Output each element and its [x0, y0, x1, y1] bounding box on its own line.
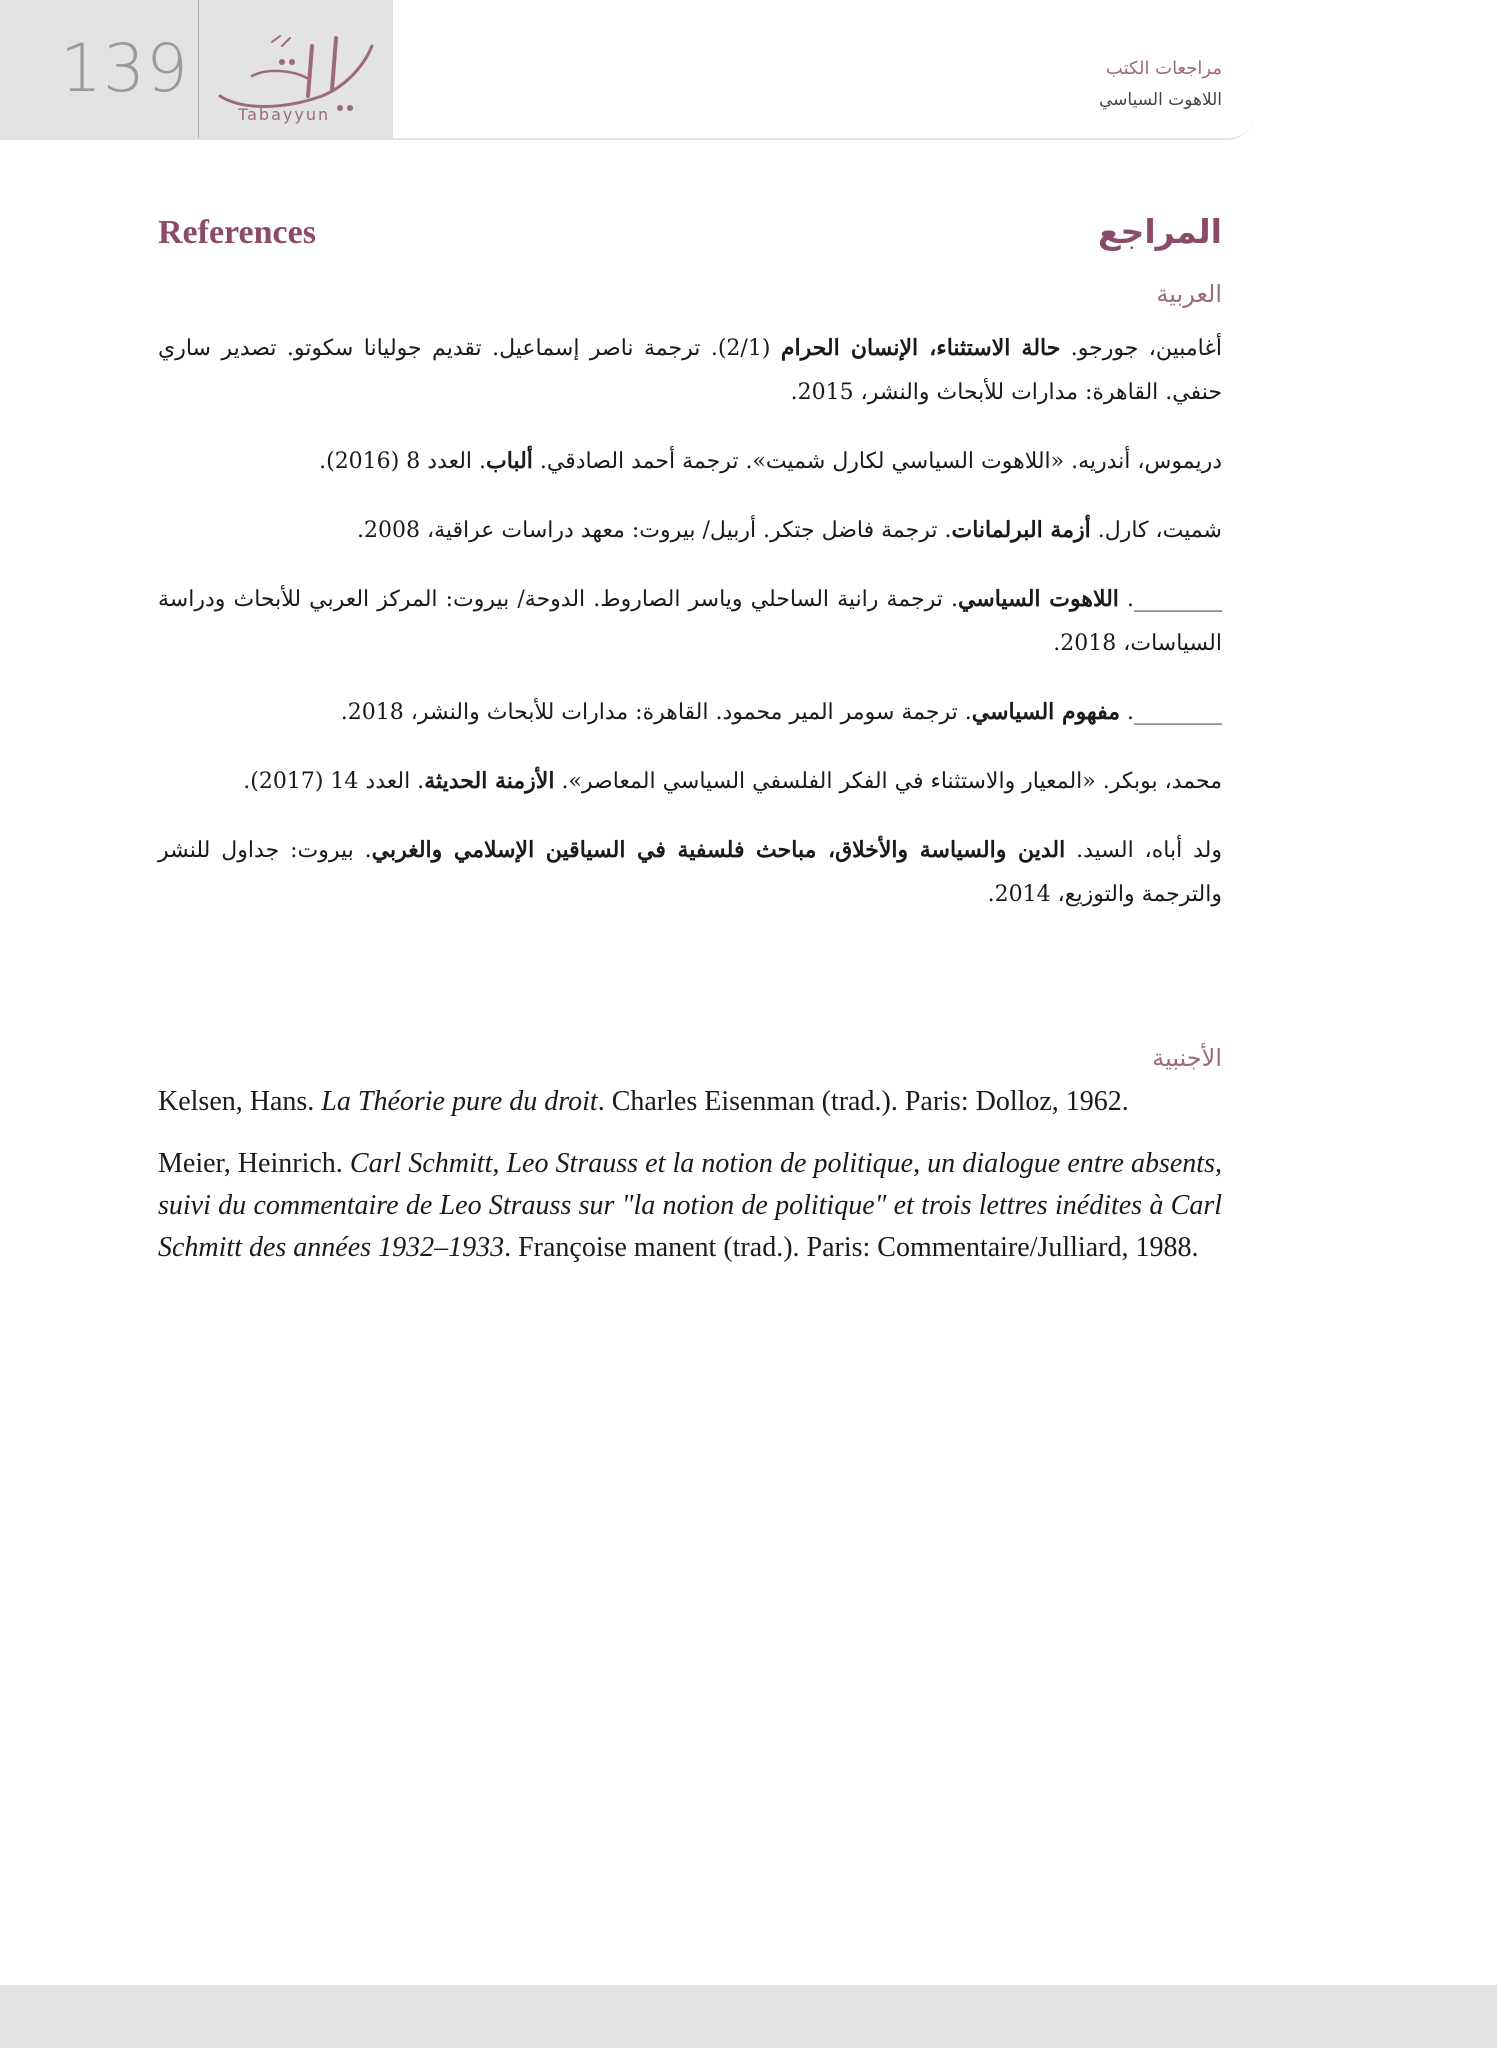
reference-text: . ترجمة سومر المير محمود. القاهرة: مدارات للأبحاث والنشر، 2018.: [340, 700, 972, 725]
reference-entry: [158, 690, 1222, 735]
reference-text: . ترجمة فاضل جتكر. أربيل/ بيروت: معهد دراسات عراقية، 2008.: [356, 518, 952, 543]
logo-latin-text: Tabayyun: [238, 105, 331, 124]
tabayyun-logo: [212, 18, 382, 133]
reference-text: أغامبين، جورجو.: [1060, 336, 1223, 361]
reference-entry: [158, 439, 1222, 484]
reference-text: شميت، كارل.: [1090, 518, 1222, 543]
reference-text: . العدد 8 (2016).: [319, 449, 487, 474]
header-divider: [198, 0, 199, 138]
article-title-label: اللاهوت السياسي: [1099, 90, 1222, 110]
reference-text: . العدد 14 (2017).: [243, 769, 425, 794]
foreign-refs-subheading: الأجنبية: [1152, 1044, 1222, 1072]
reference-text: . بيروت: جداول للنشر والترجمة والتوزيع، 2014.: [158, 838, 1222, 907]
reference-text: ________.: [1120, 700, 1222, 725]
reference-text: (2/1). ترجمة ناصر إسماعيل. تقديم جوليانا سكوتو. تصدير ساري حنفي. القاهرة: مدارات للأبحاث والنشر، 2015.: [158, 336, 1222, 405]
reference-entry: [158, 759, 1222, 804]
foreign-references-list: [158, 1081, 1222, 1289]
reference-entry: [158, 1081, 1222, 1123]
reference-title: ألباب: [486, 448, 533, 474]
reference-text: دريموس، أندريه. «اللاهوت السياسي لكارل شميت». ترجمة أحمد الصادقي.: [532, 449, 1222, 474]
reference-title: مفهوم السياسي: [971, 699, 1120, 725]
journal-section-label: مراجعات الكتب: [1105, 58, 1222, 79]
reference-entry: [158, 1143, 1222, 1269]
reference-text: . Charles Eisenman (trad.). Paris: Dolloz, 1962.: [597, 1086, 1129, 1117]
reference-title: الأزمنة الحديثة: [424, 768, 555, 794]
reference-title: أزمة البرلمانات: [951, 517, 1091, 543]
reference-text: ولد أباه، السيد.: [1065, 838, 1222, 863]
footer-band: [0, 1985, 1497, 2048]
reference-entry: [158, 508, 1222, 553]
reference-entry: [158, 828, 1222, 917]
page-number: 139: [60, 30, 189, 107]
reference-text: Kelsen, Hans.: [158, 1086, 322, 1117]
reference-title: حالة الاستثناء، الإنسان الحرام: [780, 335, 1061, 361]
reference-text: محمد، بوبكر. «المعيار والاستثناء في الفكر الفلسفي السياسي المعاصر».: [554, 769, 1222, 794]
reference-text: . ترجمة رانية الساحلي وياسر الصاروط. الدوحة/ بيروت: المركز العربي للأبحاث ودراسة السياسات، 2018.: [158, 587, 1222, 656]
reference-text: . Françoise manent (trad.). Paris: Commentaire/Julliard, 1988.: [504, 1232, 1199, 1263]
reference-entry: [158, 577, 1222, 666]
reference-title: اللاهوت السياسي: [957, 586, 1119, 612]
reference-title: Carl Schmitt, Leo Strauss et la notion de politique, un dialogue entre absents, suivi du commentaire de Leo Strauss sur "la notion de politique" et trois lettres inédites à Carl Schmitt des années 1932–1933: [158, 1148, 1222, 1263]
arabic-references-list: [158, 326, 1222, 941]
arabic-refs-subheading: العربية: [1156, 280, 1222, 308]
reference-title: La Théorie pure du droit: [321, 1086, 598, 1117]
references-heading-en: References: [158, 214, 316, 251]
reference-text: ________.: [1118, 587, 1222, 612]
reference-entry: [158, 326, 1222, 415]
references-heading-ar: المراجع: [1098, 212, 1222, 251]
reference-title: الدين والسياسة والأخلاق، مباحث فلسفية في السياقين الإسلامي والغربي: [371, 837, 1066, 863]
reference-text: Meier, Heinrich.: [158, 1148, 350, 1179]
